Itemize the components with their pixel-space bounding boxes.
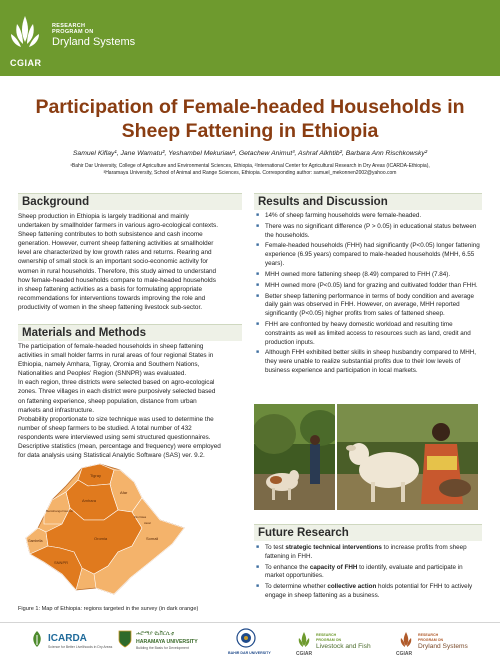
- footer-divider: [0, 622, 500, 623]
- methods-heading: Materials and Methods: [18, 324, 242, 341]
- future-item: [254, 583, 480, 601]
- methods-text: [18, 342, 242, 460]
- icarda-logo-icon: [28, 630, 46, 648]
- text-line: on fattening experience, sheep population, distance from urban: [18, 397, 197, 405]
- results-list: [254, 212, 480, 378]
- text-line: recommendations for interventions towards improving the role and: [18, 294, 206, 302]
- photo-woman-feeding-sheep: [337, 404, 478, 510]
- haramaya-name: HARAMAYA UNIVERSITY: [136, 639, 198, 645]
- text-line: Sheep fattening contributes to both subsistence and cash income: [18, 231, 203, 239]
- text-line: women in rural households. Therefore, this study aimed to understand: [18, 267, 217, 275]
- livestock-fish-leaf-icon: [296, 630, 312, 650]
- logo-line-program: PROGRAM ON: [52, 28, 94, 35]
- text-line: in sheep fattening activities as a basis for formulating appropriate: [18, 285, 203, 293]
- text-line: level are characterized by low growth rates and returns. Rearing and: [18, 249, 212, 257]
- map-label-afar: Afar: [120, 490, 128, 495]
- text-line: activities in small holder farms in rural areas of four regional States in: [18, 352, 214, 360]
- result-item: ■ MHH owned more fattening sheep (8.49) compared to FHH (7.84).: [254, 271, 480, 280]
- dryland-systems-leaf-icon: [398, 630, 414, 650]
- map-region-snnpr: [30, 546, 82, 590]
- header-band: [0, 0, 500, 76]
- bahir-dar-university-name: BAHIR DAR UNIVERSITY: [228, 651, 271, 655]
- result-item: ■ Better sheep fattening performance in terms of body condition and average daily gain was observed in FHH. However, on average, MHH reported significantly (P<0.05) higher profits from sales of fattened sheep.: [254, 293, 480, 319]
- dryland-systems-line-3: Dryland Systems: [418, 643, 468, 650]
- cgiar-leaf-icon: [8, 12, 42, 58]
- icarda-wordmark: ICARDA: [48, 633, 87, 644]
- future-item-pre: To test: [265, 544, 286, 551]
- map-label-harari: Harari: [144, 522, 152, 525]
- results-heading: Results and Discussion: [254, 193, 482, 210]
- future-research-heading: Future Research: [254, 524, 482, 541]
- affiliation-line-1: ¹Bahir Dar University, College of Agriculture and Environmental Sciences, Ethiopia, ²International Center for Agricultural Research in Dry Areas (ICARDA-Ethiopia),: [70, 163, 430, 169]
- map-label-snnpr: SNNPR: [54, 560, 69, 565]
- livestock-fish-cgiar: CGIAR: [296, 651, 313, 657]
- map-label-oromia: Oromia: [94, 536, 108, 541]
- text-line: markets and infrastructure.: [18, 406, 95, 414]
- text-line: Probability proportionate to size technique was used to determine the: [18, 415, 214, 423]
- result-item: ■ There was no significant difference (P > 0.05) in educational status between the households.: [254, 223, 480, 241]
- future-research-list: [254, 544, 480, 603]
- livestock-fish-line-1: RESEARCH: [316, 633, 337, 637]
- logo-line-dryland: Dryland Systems: [52, 35, 136, 48]
- background-heading: Background: [18, 193, 242, 210]
- future-item-bold: strategic technical interventions: [285, 544, 382, 551]
- future-item: [254, 544, 480, 562]
- bahir-dar-university-seal: [236, 628, 256, 648]
- map-label-amhara: Amhara: [82, 498, 97, 503]
- text-line: undertaken by smallholder farmers in various agro-ecological contexts.: [18, 222, 218, 230]
- dryland-systems-line-1: RESEARCH: [418, 633, 439, 637]
- title-line-1: Participation of Female-headed Households in: [35, 96, 465, 118]
- result-item: ■ 14% of sheep farming households were female-headed.: [254, 212, 480, 221]
- cgiar-wordmark: CGIAR: [10, 58, 42, 68]
- text-line: for data analysis using Statistical Analytic Software (SAS) ver. 9.2.: [18, 452, 205, 460]
- result-item: ■ Female-headed households (FHH) had significantly (P<0.05) longer fattening experience (6.95 years) compared to male-headed households (MHH, 6.55 years).: [254, 242, 480, 268]
- future-item-post: holds potential for FHH to actively engage in sheep fattening as a business.: [265, 583, 473, 600]
- text-line: ownership of small stock is an important socio-economic activity for: [18, 258, 209, 266]
- map-label-dire-dawa: Dire Dawa: [134, 516, 147, 519]
- map-caption: Figure 1: Map of Ethiopia: regions targeted in the survey (in dark orange): [18, 606, 199, 612]
- text-line: Ethiopia, namely Amhara, Tigray, Oromia and Southern Nations,: [18, 361, 200, 369]
- future-item-post: to increase profits from sheep fattening in FHH.: [265, 544, 467, 560]
- text-line: Sheep production in Ethiopia is largely traditional and mainly: [18, 213, 189, 220]
- affiliation-line-2: ³Haramaya University, School of Animal and Range Sciences, Ethiopia. Corresponding author: samuel_mekonnen2002@yahoo.com: [103, 170, 397, 177]
- livestock-fish-line-3: Livestock and Fish: [316, 643, 371, 650]
- text-line: zones. Three villages in each district were purposively selected based: [18, 388, 216, 396]
- map-label-gambella: Gambella: [28, 539, 43, 543]
- result-item: ■ MHH owned more (P<0.05) land for grazing and cultivated fodder than FHH.: [254, 282, 480, 291]
- poster-title: [20, 96, 480, 144]
- text-line: In each region, three districts were selected based on agro-ecological: [18, 379, 215, 387]
- future-item: [254, 564, 480, 582]
- map-label-somali: Somali: [146, 536, 159, 541]
- text-line: The participation of female-headed households in sheep fattening: [18, 343, 204, 350]
- haramaya-amharic-name: ሐሮማያ ዩኒቨርሲቲ: [136, 631, 175, 637]
- text-line: how female-headed households compare to male-headed households: [18, 276, 216, 284]
- icarda-tagline: Science for Better Livelihoods in Dry Areas: [48, 645, 113, 649]
- title-line-2: Sheep Fattening in Ethiopia: [121, 119, 379, 142]
- result-item: ■ FHH are confronted by heavy domestic workload and resulting time constraints as well as limited access to resources such as land, credit and production inputs.: [254, 321, 480, 347]
- logo-line-research: RESEARCH: [52, 23, 86, 29]
- text-line: number of sheep farmers to be studied. A total number of 432: [18, 424, 192, 432]
- program-logo-text: [52, 24, 135, 48]
- dryland-systems-line-2: PROGRAM ON: [418, 638, 444, 642]
- result-item: ■ Although FHH exhibited better skills in sheep husbandry compared to MHH, they were unable to realize substantial profits due to their low levels of business experience and participation in local markets.: [254, 349, 480, 375]
- affiliations: [20, 163, 480, 178]
- haramaya-crest-icon: [118, 630, 132, 648]
- future-item-pre: To determine whether: [265, 583, 328, 591]
- photo-woman-with-sheep: [254, 404, 335, 510]
- text-line: respondents were interviewed using semi structured questionnaires.: [18, 433, 211, 441]
- future-item-bold: collective action: [327, 583, 377, 591]
- haramaya-tagline: Building the Basis for Development: [136, 646, 189, 650]
- map-label-tigray: Tigray: [90, 473, 101, 478]
- text-line: Nationalities and Peoples' Region (SNNPR) was evaluated.: [18, 370, 187, 378]
- text-line: productivity of women in the sheep fattening livestock sub-sector.: [18, 303, 203, 311]
- ethiopia-region-map: [22, 462, 186, 598]
- dryland-systems-cgiar: CGIAR: [396, 651, 413, 657]
- text-line: generation. However, current sheep fattening activities at smallholder: [18, 240, 214, 248]
- future-item-pre: To enhance the: [265, 563, 310, 571]
- background-text: [18, 212, 242, 312]
- future-item-bold: capacity of FHH: [309, 563, 358, 571]
- future-item-post: to identify, evaluate and participate in market opportunities.: [265, 563, 463, 580]
- livestock-fish-line-2: PROGRAM ON: [316, 638, 342, 642]
- map-label-benishangul: Benishangul Gumuz: [46, 509, 74, 513]
- text-line: Descriptive statistics (mean, percentage and frequency) were employed: [18, 443, 221, 451]
- author-list: Samuel Kiflay¹, Jane Wamatu², Yeshambel Mekuriaw¹, Getachew Animut³, Ashraf Alkhtib², Barbara Ann Rischkowsky²: [72, 150, 428, 157]
